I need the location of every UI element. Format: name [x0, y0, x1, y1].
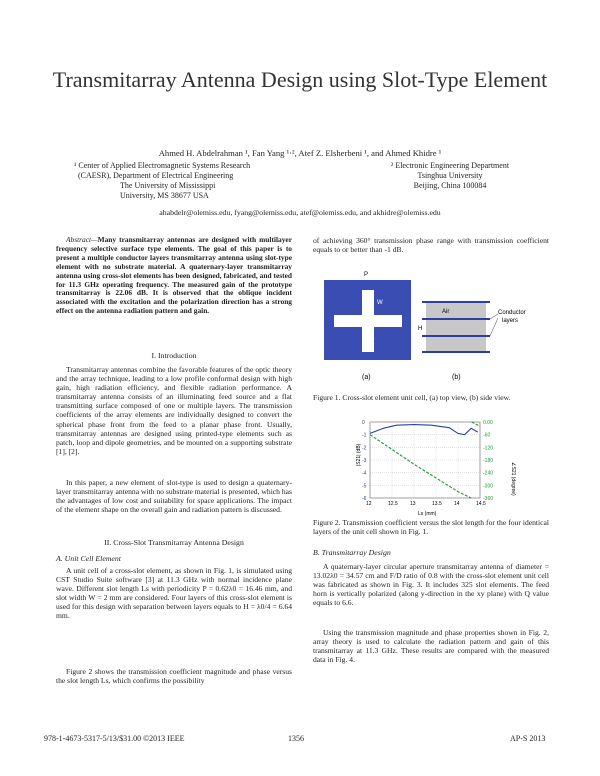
paragraph: of achieving 360° transmission phase range with transmission coefficient equals to or better than -1 dB. [313, 236, 549, 255]
label-P: P [364, 272, 369, 278]
y-tick-label-right: -120 [483, 445, 494, 452]
paragraph: Transmitarray antennas combine the favorable features of the optic theory and the array technique, leading to a low profile conformal design with high gain, high radiation efficiency, and flexible radiation performance. A transmitarray antenna consists of an illuminating feed source and a flat transmitting surface composed of one or multiple layers. The transmission coefficients of the array elements are individually designed to convert the spherical phase front from the feed to a planar phase front. Usually, transmitarray antennas are designed using printed-type elements such as patch, loop and dipole geometries, and be mounted on a supporting substrate [1], [2]. [56, 365, 292, 456]
y-tick-label-left: -2 [362, 445, 367, 452]
y-tick-label-right: -60 [483, 432, 491, 439]
section-heading-design: II. Cross-Slot Transmitarray Antenna Design [104, 538, 244, 547]
intro-paragraph-1 [56, 365, 292, 456]
pointer-line [490, 314, 498, 319]
y-tick-label-right: -360 [483, 496, 494, 502]
y-tick-label-right: -300 [483, 483, 494, 490]
x-tick-label: 14 [454, 501, 460, 507]
subsection-transmitarray-design: B. Transmitarray Design [313, 548, 391, 557]
transmission-coefficient-chart [350, 418, 516, 520]
y-tick-label-right: -180 [483, 458, 494, 464]
affiliation-line: (CAESR), Department of Electrical Engineering [78, 171, 234, 180]
label-air: Air [442, 309, 450, 315]
label-conductor: Conductor [498, 310, 526, 316]
figure-1 [318, 268, 548, 386]
footer-conference: AP-S 2013 [510, 734, 546, 743]
slot-horizontal [334, 315, 402, 327]
y-tick-label-right: -240 [483, 470, 494, 477]
paragraph: Using the transmission magnitude and phase properties shown in Fig. 2, array theory is used to calculate the radiation pattern and gain of this transmitarray at 11.3 GHz. These results are compared with the measured data in Fig. 4. [313, 628, 549, 665]
y-tick-label-left: -5 [362, 483, 367, 490]
pointer-line [490, 318, 498, 336]
label-W: W [377, 300, 383, 306]
label-Ls: Ls [368, 336, 375, 342]
affiliation-line: University, MS 38677 USA [120, 191, 209, 200]
abstract-label: Abstract— [66, 235, 98, 244]
y-tick-label-left: -4 [362, 470, 367, 477]
affiliation-left [70, 161, 330, 201]
x-tick-label: 12.5 [388, 501, 398, 507]
y-tick-label-left: -3 [362, 458, 367, 464]
paper-title: Transmitarray Antenna Design using Slot-Type Element [52, 67, 548, 92]
figure-2-caption: Figure 2. Transmission coefficient versus the slot length for the four identical layers of the unit cell shown in Fig. 1. [313, 518, 549, 537]
air-region [426, 302, 486, 352]
y-axis-label-left: |S21| (dB) [356, 443, 362, 466]
author-emails: ahabdelr@olemiss.edu, fyang@olemiss.edu, atef@olemiss.edu, and akhidre@olemiss.edu [159, 208, 441, 217]
design-paragraph-2 [313, 628, 549, 664]
affiliation-right [340, 161, 560, 191]
author-list: Ahmed H. Abdelrahman ¹, Fan Yang ¹·², Atef Z. Elsherbeni ¹, and Ahmed Khidre ¹ [158, 148, 442, 158]
figure-1-caption: Figure 1. Cross-slot element unit cell, (a) top view, (b) side view. [313, 393, 511, 402]
right-paragraph-continuation [313, 236, 549, 254]
intro-paragraph-2 [56, 478, 292, 514]
affiliation-line: Tsinghua University [417, 171, 483, 180]
x-axis-label: Ls (mm) [418, 511, 437, 517]
affiliation-line: ² Electronic Engineering Department [390, 161, 510, 170]
label-H: H [418, 326, 423, 332]
paragraph: A quaternary-layer circular aperture transmitarray antenna of diameter = 13.02λ0 = 34.57 cm and F/D ratio of 0.8 with the cross-slot element unit cell was fabricated as shown in Fig. 3. It includes 325 slot elements. The feed horn is vertically polarized (along y-direction in the xy plane) with Q value equals to 6.6. [313, 562, 549, 608]
subfigure-b-label: (b) [452, 374, 461, 381]
section-heading-introduction: I. Introduction [151, 351, 197, 360]
paragraph: In this paper, a new element of slot-type is used to design a quaternary-layer transmitarray antenna with no substrate material is presented, which has the advantages of low cost and suitability for space applications. The impact of the element shape on the overall gain and radiation pattern is discussed. [56, 478, 292, 515]
y-tick-label-right: 0.00 [483, 420, 493, 426]
x-tick-label: 12 [366, 501, 372, 507]
page-number: 1356 [288, 734, 304, 743]
abstract-text: Many transmitarray antennas are designed with multilayer frequency selective surface type elements. The goal of this paper is to present a multiple conductor layers transmitarray antenna using slot-type element with no substrate material. A quaternary-layer transmitarray antenna using cross-slot elements has been designed, fabricated, and tested for 11.3 GHz operating frequency. The measured gain of the prototype transmitarray is 22.06 dB. It is observed that the oblique incident associated with the excitation and the polarization direction has a strong effect on the antenna radiation pattern and gain. [56, 235, 292, 316]
affiliation-line: ¹ Center of Applied Electromagnetic Systems Research [74, 161, 251, 170]
y-tick-label-left: 0 [362, 420, 365, 426]
abstract [56, 236, 292, 316]
design-paragraph-1 [313, 562, 549, 607]
y-axis-label-right: ∠S21 (degree) [510, 462, 516, 496]
paragraph: Figure 2 shows the transmission coefficient magnitude and phase versus the slot length Ls, which confirms the possibility [56, 667, 292, 686]
affiliation-line: Beijing, China 100084 [413, 181, 487, 190]
figure-2-chart [350, 418, 516, 520]
unitcell-paragraph-2 [56, 667, 292, 685]
x-tick-label: 13 [410, 501, 416, 507]
subfigure-a-label: (a) [362, 374, 371, 381]
figure-1-graphic [318, 268, 548, 386]
unitcell-paragraph-1 [56, 566, 292, 621]
subsection-unit-cell: A. Unit Cell Element [56, 554, 121, 563]
x-tick-label: 13.5 [432, 501, 442, 507]
affiliation-line: The University of Mississippi [120, 181, 216, 190]
y-tick-label-left: -1 [362, 432, 367, 439]
paragraph: A unit cell of a cross-slot element, as shown in Fig. 1, is simulated using CST Studio Suite software [3] at 11.3 GHz with normal incidence plane wave. Different slot length Ls with periodicity P = 0.62λ0 = 16.46 mm, and slot width W = 2 mm are considered. Four layers of this cross-slot element is used for this design with separation between layers equals to H = λ0/4 = 6.64 mm. [56, 566, 292, 621]
x-tick-label: 14.5 [476, 501, 486, 507]
label-layers: layers [502, 318, 519, 324]
y-tick-label-left: -6 [362, 496, 367, 502]
footer-copyright: 978-1-4673-5317-5/13/$31.00 ©2013 IEEE [44, 734, 185, 743]
